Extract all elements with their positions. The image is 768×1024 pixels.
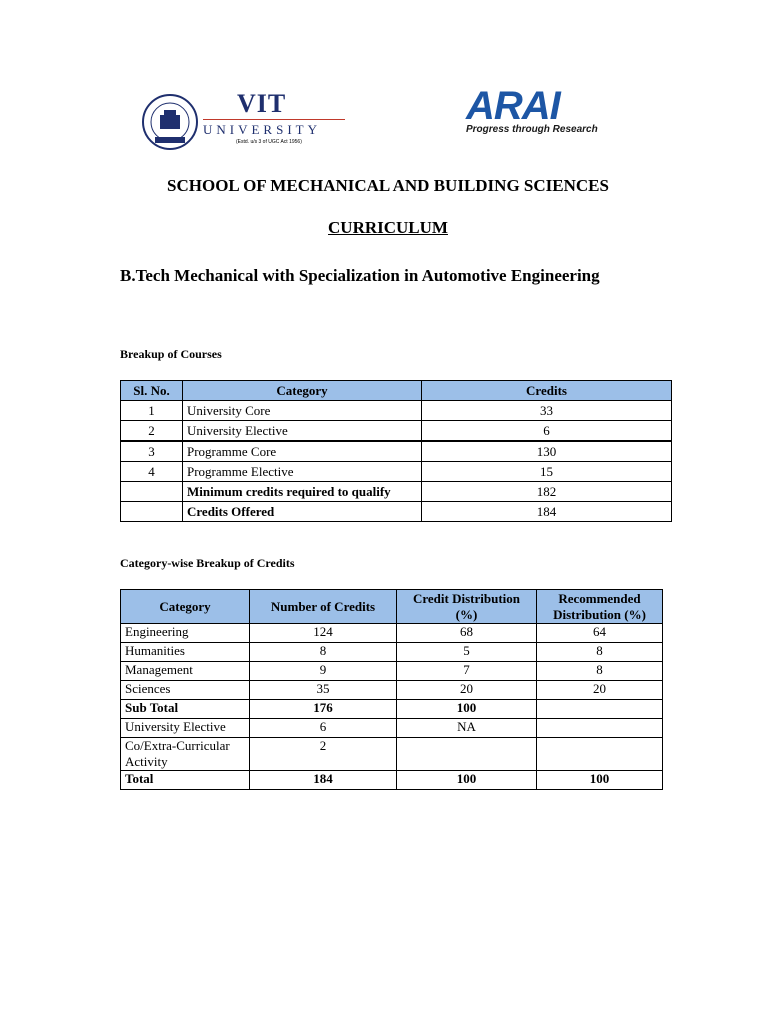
cell bbox=[537, 738, 663, 771]
cell bbox=[121, 502, 183, 522]
vit-logo bbox=[203, 90, 353, 145]
cell: University Core bbox=[183, 401, 422, 421]
vit-est: (Estd. u/s 3 of UGC Act 1956) bbox=[236, 139, 302, 145]
breakup-table bbox=[120, 380, 672, 522]
cell: Engineering bbox=[121, 624, 250, 643]
program-title: B.Tech Mechanical with Specialization in Automotive Engineering bbox=[120, 266, 600, 285]
cell: Minimum credits required to qualify bbox=[183, 482, 422, 502]
category-title: Category-wise Breakup of Credits bbox=[120, 556, 295, 570]
table-header-row bbox=[121, 381, 672, 401]
cell: 182 bbox=[422, 482, 672, 502]
cell: 20 bbox=[397, 681, 537, 700]
breakup-title: Breakup of Courses bbox=[120, 347, 222, 361]
cell: 64 bbox=[537, 624, 663, 643]
cell: Sciences bbox=[121, 681, 250, 700]
cell: 100 bbox=[537, 771, 663, 790]
cell: NA bbox=[397, 719, 537, 738]
cell: Programme Elective bbox=[183, 462, 422, 482]
cell bbox=[537, 719, 663, 738]
header-slno: Sl. No. bbox=[121, 381, 183, 401]
cell: 5 bbox=[397, 643, 537, 662]
table-row bbox=[121, 719, 663, 738]
cell: 8 bbox=[537, 662, 663, 681]
arai-name: ARAI bbox=[466, 84, 560, 128]
cell: 100 bbox=[397, 771, 537, 790]
cell: 130 bbox=[422, 441, 672, 462]
cell: 124 bbox=[250, 624, 397, 643]
cell: Humanities bbox=[121, 643, 250, 662]
cell: 15 bbox=[422, 462, 672, 482]
cell: 9 bbox=[250, 662, 397, 681]
table-row bbox=[121, 700, 663, 719]
curriculum-title: CURRICULUM bbox=[328, 218, 448, 237]
cell: Co/Extra-Curricular Activity bbox=[121, 738, 250, 771]
cell: 2 bbox=[250, 738, 397, 771]
cell: 184 bbox=[422, 502, 672, 522]
cell: University Elective bbox=[121, 719, 250, 738]
vit-name: VIT bbox=[237, 89, 287, 118]
cell: 4 bbox=[121, 462, 183, 482]
header-recommended-distribution: Recommended Distribution (%) bbox=[537, 590, 663, 624]
header-credit-distribution: Credit Distribution (%) bbox=[397, 590, 537, 624]
cell: 6 bbox=[250, 719, 397, 738]
cell bbox=[397, 738, 537, 771]
header-number-of-credits: Number of Credits bbox=[250, 590, 397, 624]
cell: Total bbox=[121, 771, 250, 790]
cell: 33 bbox=[422, 401, 672, 421]
table-row bbox=[121, 738, 663, 771]
vit-sub: UNIVERSITY bbox=[203, 122, 321, 137]
cell bbox=[537, 700, 663, 719]
cell: 2 bbox=[121, 421, 183, 442]
table-row bbox=[121, 624, 663, 643]
arai-logo bbox=[466, 84, 626, 135]
school-title: SCHOOL OF MECHANICAL AND BUILDING SCIENCES bbox=[167, 176, 609, 195]
table-row bbox=[121, 462, 672, 482]
table-row bbox=[121, 771, 663, 790]
cell: 35 bbox=[250, 681, 397, 700]
table-row bbox=[121, 643, 663, 662]
cell: Management bbox=[121, 662, 250, 681]
cell: 68 bbox=[397, 624, 537, 643]
table-row bbox=[121, 502, 672, 522]
vit-seal-icon bbox=[141, 93, 199, 151]
cell: 176 bbox=[250, 700, 397, 719]
table-header-row bbox=[121, 590, 663, 624]
cell: 100 bbox=[397, 700, 537, 719]
table-row bbox=[121, 482, 672, 502]
cell: 8 bbox=[537, 643, 663, 662]
cell: Programme Core bbox=[183, 441, 422, 462]
table-row bbox=[121, 421, 672, 442]
cell: 8 bbox=[250, 643, 397, 662]
table-row bbox=[121, 401, 672, 421]
cell: University Elective bbox=[183, 421, 422, 442]
cell: 1 bbox=[121, 401, 183, 421]
cell: 7 bbox=[397, 662, 537, 681]
logo-bar bbox=[0, 84, 768, 158]
header-category: Category bbox=[183, 381, 422, 401]
cell bbox=[121, 482, 183, 502]
table-row bbox=[121, 681, 663, 700]
header-category: Category bbox=[121, 590, 250, 624]
vit-divider bbox=[203, 119, 345, 120]
cell: 3 bbox=[121, 441, 183, 462]
cell: Credits Offered bbox=[183, 502, 422, 522]
header-credits: Credits bbox=[422, 381, 672, 401]
cell: 20 bbox=[537, 681, 663, 700]
category-table bbox=[120, 589, 663, 790]
table-row bbox=[121, 441, 672, 462]
cell: 184 bbox=[250, 771, 397, 790]
table-row bbox=[121, 662, 663, 681]
cell: Sub Total bbox=[121, 700, 250, 719]
cell: 6 bbox=[422, 421, 672, 442]
arai-tagline: Progress through Research bbox=[466, 124, 598, 135]
